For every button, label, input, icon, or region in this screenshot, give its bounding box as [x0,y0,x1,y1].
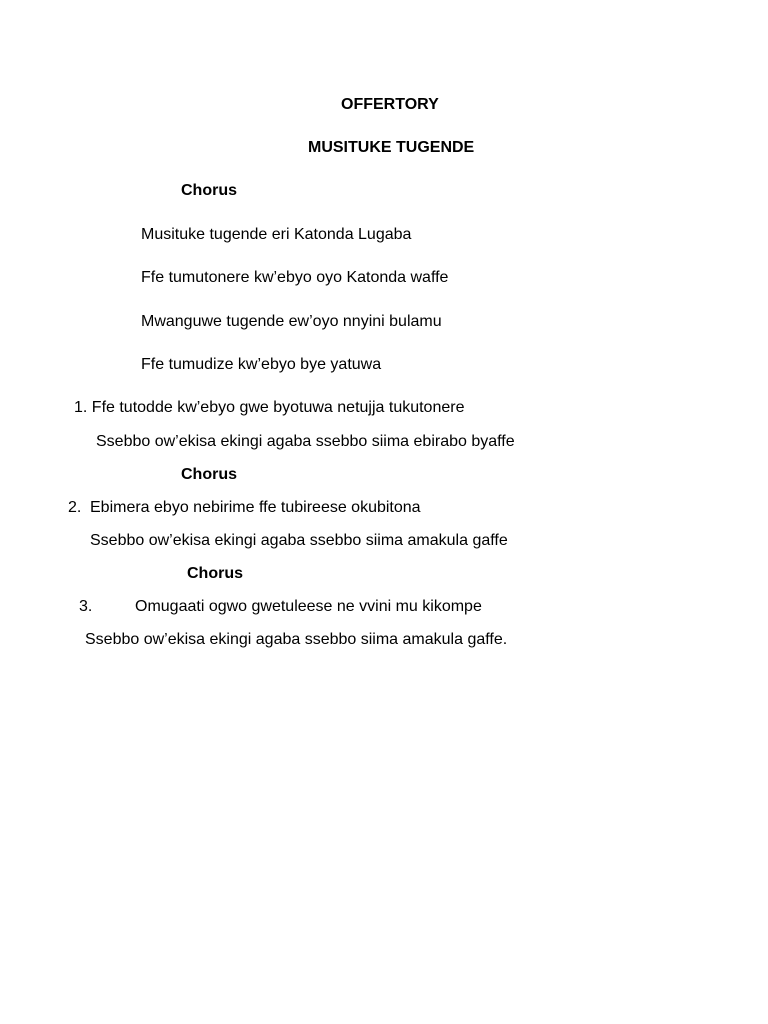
verse-3-line-1 [79,597,482,617]
verse-2-number: 2. [68,499,82,516]
verse-1-number: 1. [74,399,88,416]
verse-3-line-2: Ssebbo ow’ekisa ekingi agaba ssebbo siima amakula gaffe. [85,631,508,648]
verse-2-line-2: Ssebbo ow’ekisa ekingi agaba ssebbo siima amakula gaffe [90,532,508,549]
heading: OFFERTORY [341,96,439,113]
verse-1-line-1 [74,398,464,418]
verse-2-chorus: Chorus [187,565,243,582]
verse-2-text-1: Ebimera ebyo nebirime ffe tubireese okubitona [90,499,421,516]
chorus-label: Chorus [181,182,237,199]
chorus-line-2: Ffe tumutonere kw’ebyo oyo Katonda waffe [141,269,449,286]
song-title: MUSITUKE TUGENDE [308,139,475,156]
verse-1-text-1: Ffe tutodde kw’ebyo gwe byotuwa netujja tukutonere [91,399,465,416]
verse-3-number: 3. [79,598,93,615]
verse-2-line-1 [68,498,421,518]
chorus-line-3: Mwanguwe tugende ew’oyo nnyini bulamu [141,313,442,330]
verse-1-line-2: Ssebbo ow’ekisa ekingi agaba ssebbo siima ebirabo byaffe [96,433,515,450]
chorus-line-1: Musituke tugende eri Katonda Lugaba [141,226,412,243]
chorus-line-4: Ffe tumudize kw’ebyo bye yatuwa [141,356,382,373]
verse-3-text-1: Omugaati ogwo gwetuleese ne vvini mu kikompe [135,598,482,615]
verse-1-chorus: Chorus [181,466,237,483]
